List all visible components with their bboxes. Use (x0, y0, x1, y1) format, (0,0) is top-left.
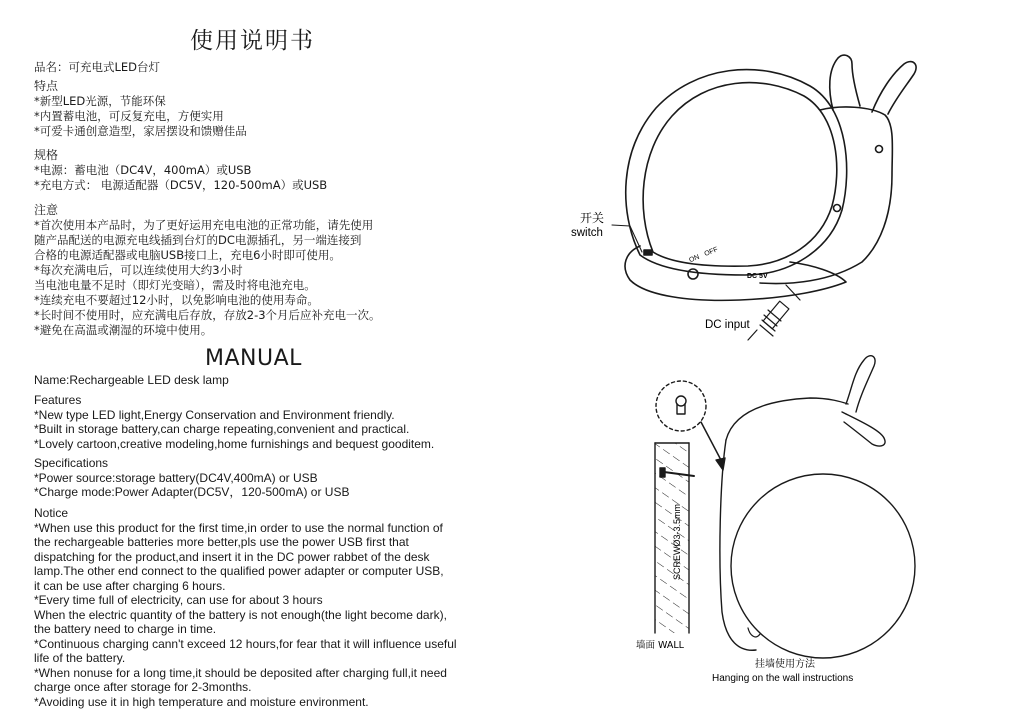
en-feature-line: *Lovely cartoon,creative modeling,home furnishings and bequest gooditem. (34, 436, 435, 451)
snail-back-left (720, 440, 756, 650)
antenna-back-2 (842, 412, 885, 446)
en-notice-line: the battery need to charge in time. (34, 622, 217, 636)
wall-hanging-diagram (655, 356, 915, 658)
snail-eye (876, 146, 883, 153)
en-spec-line: *Power source:storage battery(DC4V,400mA) or USB (34, 470, 318, 485)
en-feature-line: *New type LED light,Energy Conservation and Environment friendly. (34, 407, 395, 422)
cn-feature-line: *新型LED光源，节能环保 (34, 94, 166, 108)
antenna-right (872, 62, 916, 114)
cn-features-heading: 特点 (34, 79, 59, 93)
en-notice-line: *Every time full of electricity, can use for about 3 hours (34, 593, 323, 607)
cn-title: 使用说明书 (190, 28, 315, 54)
snail-body (760, 107, 892, 284)
en-notice-line: lamp.The other end connect to the qualified power adapter or computer USB, (34, 564, 444, 578)
wall-label: 墙面 WALL (636, 640, 684, 651)
en-features-heading: Features (34, 393, 82, 407)
snail-lamp-side-view (612, 55, 916, 340)
cn-notice-line: *每次充满电后，可以连续使用大约3小时 (34, 263, 243, 277)
shell-outer (626, 70, 847, 275)
en-notice-line: it can be use after charging 6 hours. (34, 578, 226, 593)
antenna-left (830, 55, 860, 110)
cn-notice-line: *避免在高温或潮湿的环境中使用。 (34, 323, 213, 337)
cn-spec-heading: 规格 (34, 148, 59, 162)
en-notice-line: *Avoiding use it in high temperature and moisture environment. (34, 694, 369, 709)
dc-5v-label: DC 5V (747, 273, 768, 280)
en-spec-heading: Specifications (34, 456, 109, 470)
cn-notice-line: 随产品配送的电源充电线插到台灯的DC电源插孔，另一端连接到 (34, 233, 362, 247)
cn-notice-line: 合格的电源适配器或电脑USB接口上，充电6小时即可使用。 (34, 248, 341, 262)
cn-feature-line: *内置蓄电池，可反复充电，方便实用 (34, 109, 224, 123)
cn-product-name: 品名：可充电式LED台灯 (34, 60, 161, 74)
en-feature-line: *Built in storage battery,can charge repeating,convenient and practical. (34, 422, 410, 436)
on-off-label: ONOFF (688, 246, 720, 265)
hang-en-caption: Hanging on the wall instructions (712, 673, 854, 684)
cn-spec-line: *电源：蓄电池（DC4V，400mA）或USB (34, 163, 252, 177)
switch-en-label: switch (571, 227, 603, 239)
en-notice-line: *Continuous charging cann't exceed 12 hours,for fear that it will influence useful (34, 636, 457, 651)
en-notice-line: life of the battery. (34, 651, 126, 665)
dc-plug (748, 285, 800, 340)
en-notice-line: When the electric quantity of the battery is not enough(the light become dark), (34, 607, 447, 622)
cn-notice-line: *连续充电不要超过12小时，以免影响电池的使用寿命。 (34, 293, 319, 307)
en-notice-line: charge once after storage for 2-3months. (34, 680, 252, 694)
hang-cn-caption: 挂墙使用方法 (755, 659, 815, 670)
cn-notice-heading: 注意 (34, 203, 59, 217)
cn-spec-line: *充电方式： 电源适配器（DC5V，120-500mA）或USB (34, 178, 328, 192)
cn-notice-line: *首次使用本产品时，为了更好运用充电电池的正常功能，请先使用 (34, 218, 374, 232)
antenna-back-1 (846, 356, 875, 412)
en-title: MANUAL (205, 346, 302, 371)
shell-back (731, 474, 915, 658)
en-notice-heading: Notice (34, 506, 69, 520)
shell-dot (834, 205, 841, 212)
screw-label: SCREWØ3-3.5mm (672, 503, 682, 580)
cn-notice-line: 当电池电量不足时（即灯光变暗），需及时将电池充电。 (34, 278, 316, 292)
cn-notice-line: *长时间不使用时，应充满电后存放，存放2-3个月后应补充电一次。 (34, 308, 381, 322)
en-notice-line: dispatching for the product,and insert it in the DC power rabbet of the desk (34, 549, 430, 564)
switch-cn-label: 开关 (580, 211, 605, 225)
shell-inner (643, 83, 837, 267)
cn-feature-line: *可爱卡通创意造型，家居摆设和馈赠佳品 (34, 124, 247, 138)
en-product-name: Name:Rechargeable LED desk lamp (34, 373, 229, 387)
screw-head (660, 468, 665, 477)
en-spec-line: *Charge mode:Power Adapter(DC5V，120-500mA) or USB (34, 485, 350, 499)
switch-slider (644, 250, 652, 255)
en-notice-line: the rechargeable batteries more better,pls use the power USB first that (34, 535, 409, 549)
base-button (688, 269, 698, 279)
dc-input-label: DC input (705, 319, 750, 331)
en-notice-line: *When nonuse for a long time,it should be deposited after charging full,it need (34, 665, 447, 680)
snail-back-top (726, 398, 848, 440)
en-notice-line: *When use this product for the first time,in order to use the normal function of (34, 520, 443, 535)
